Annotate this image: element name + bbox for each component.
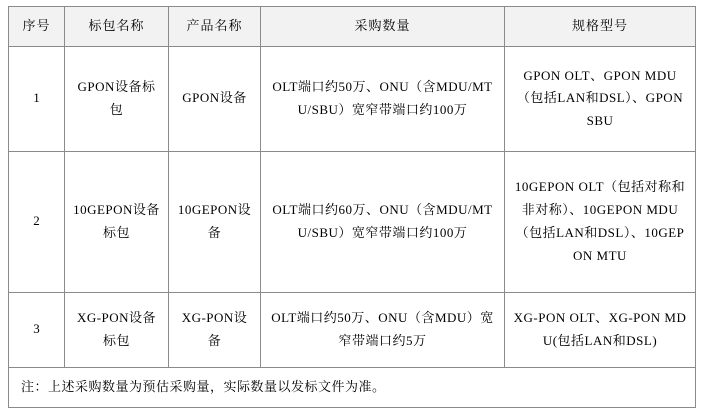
column-header-index: 序号 [9,7,65,47]
cell-package: 10GEPON设备标包 [65,151,169,292]
cell-product: XG-PON设备 [169,292,261,367]
cell-product: GPON设备 [169,46,261,151]
cell-product: 10GEPON设备 [169,151,261,292]
cell-quantity: OLT端口约50万、ONU（含MDU）宽窄带端口约5万 [261,292,505,367]
cell-package: GPON设备标包 [65,46,169,151]
column-header-package: 标包名称 [65,7,169,47]
cell-index: 2 [9,151,65,292]
procurement-table [8,6,696,408]
table-header [9,7,696,47]
column-header-spec: 规格型号 [505,7,696,47]
cell-quantity: OLT端口约60万、ONU（含MDU/MTU/SBU）宽窄带端口约100万 [261,151,505,292]
table-header-row [9,7,696,47]
column-header-quantity: 采购数量 [261,7,505,47]
cell-spec: 10GEPON OLT（包括对称和非对称）、10GEPON MDU（包括LAN和DSL）、10GEPON MTU [505,151,696,292]
table-row [9,292,696,367]
table-body [9,46,696,407]
table-note: 注：上述采购数量为预估采购量，实际数量以发标文件为准。 [9,367,696,407]
cell-spec: GPON OLT、GPON MDU（包括LAN和DSL）、GPON SBU [505,46,696,151]
cell-index: 3 [9,292,65,367]
cell-index: 1 [9,46,65,151]
cell-spec: XG-PON OLT、XG-PON MDU(包括LAN和DSL) [505,292,696,367]
column-header-product: 产品名称 [169,7,261,47]
table-row [9,151,696,292]
table-note-row [9,367,696,407]
cell-quantity: OLT端口约50万、ONU（含MDU/MTU/SBU）宽窄带端口约100万 [261,46,505,151]
table-row [9,46,696,151]
cell-package: XG-PON设备标包 [65,292,169,367]
